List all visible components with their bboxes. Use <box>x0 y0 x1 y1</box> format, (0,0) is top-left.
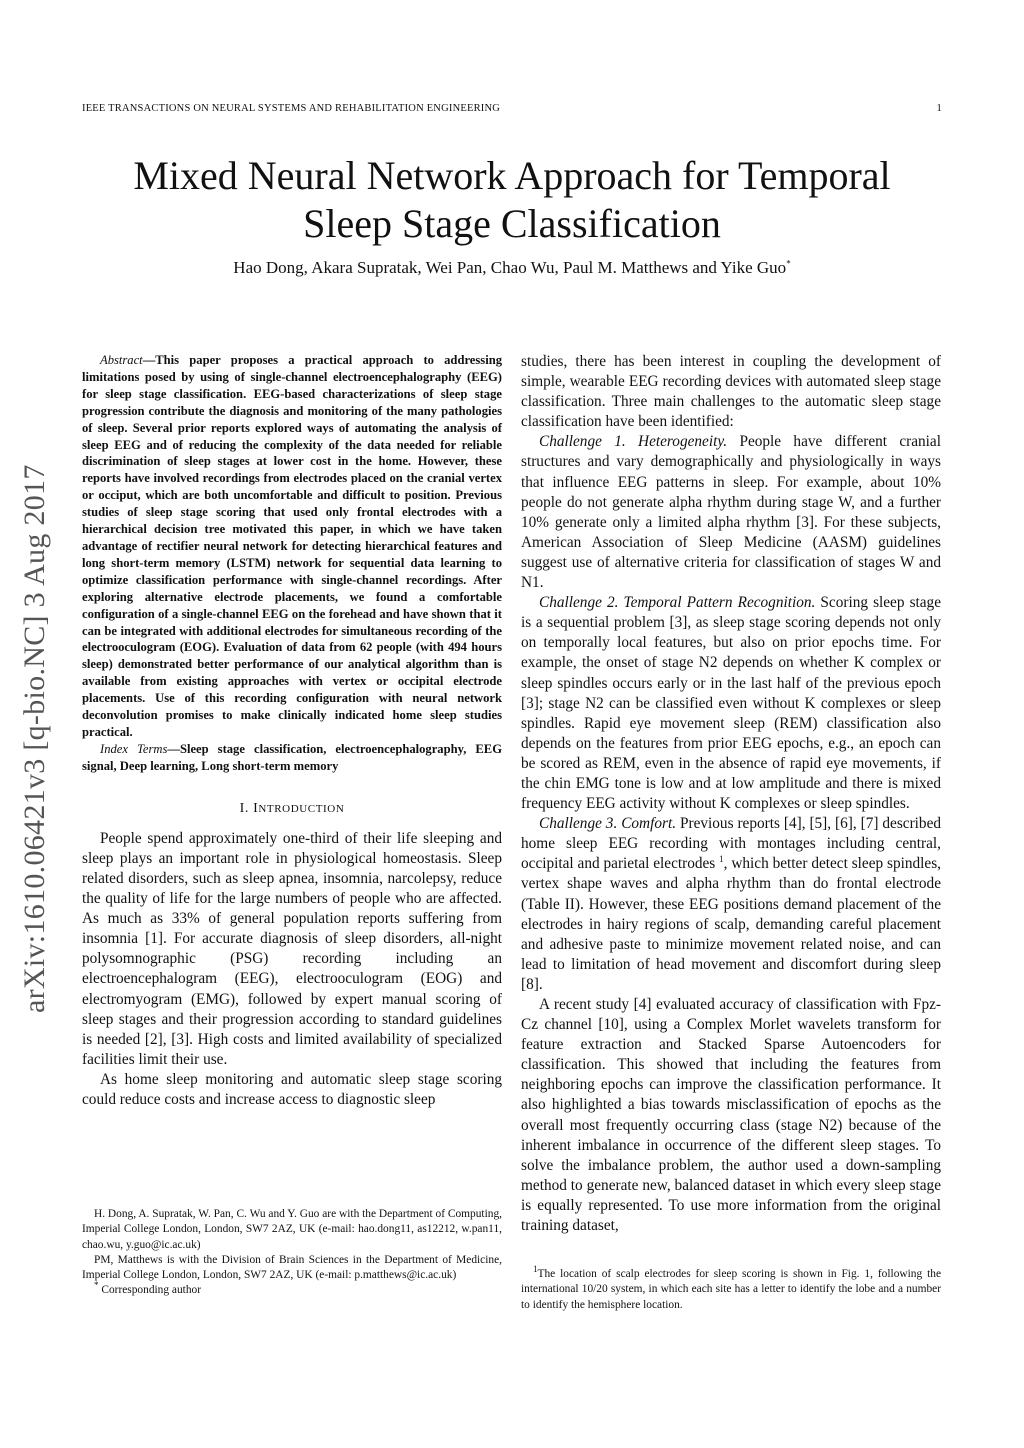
intro-paragraph-1: People spend approximately one-third of their life sleeping and sleep plays an important role in physiological homeostasis. Sleep related disorders, such as sleep apnea, insomnia, narcolepsy, reduce the quality of life for the large numbers of people who are affected. As much as 33% of general population reports suffering from insomnia [1]. For accurate diagnosis of sleep disorders, all-night polysomnographic (PSG) recording including an electroencephalogram (EEG), electrooculogram (EOG) and electromyogram (EMG), followed by expert manual scoring of sleep stages and their progression according to standard guidelines is needed [2], [3]. High costs and limited availability of specialized facilities limit their use. <box>82 829 502 1068</box>
affiliation-footnote-2: PM, Matthews is with the Division of Brain Sciences in the Department of Medicine, Imperial College London, London, SW7 2AZ, UK (e-mail: p.matthews@ic.ac.uk) <box>82 1253 502 1282</box>
challenge-2-paragraph <box>521 593 941 814</box>
journal-name: IEEE TRANSACTIONS ON NEURAL SYSTEMS AND REHABILITATION ENGINEERING <box>82 103 501 114</box>
footnote-star: * <box>94 1280 99 1291</box>
running-header <box>82 103 942 114</box>
challenge-1-label: Challenge 1. Heterogeneity. <box>539 433 728 451</box>
challenge-1-paragraph <box>521 432 941 593</box>
section-numeral: I. <box>239 800 254 816</box>
abstract-lead: Abstract <box>100 353 143 367</box>
section-first-letter: I <box>253 800 259 816</box>
electrode-footnote-paragraph <box>521 1264 941 1313</box>
corresponding-author-mark: * <box>786 258 791 269</box>
challenge-2-label: Challenge 2. Temporal Pattern Recognition. <box>539 594 816 612</box>
abstract-text: This paper proposes a practical approach to addressing limitations posed by using of single-channel electroencephalography (EEG) for sleep stage classification. EEG-based characterizations of sleep stage progression contribute the diagnosis and monitoring of the many pathologies of sleep. Several prior reports explored ways of automating the analysis of sleep EEG and of reducing the complexity of the data needed for reliable discrimination of sleep stages at lower cost in the home. However, these reports have involved recordings from electrodes placed on the cranial vertex or occiput, which are both uncomfortable and difficult to position. Previous studies of sleep stage scoring that used only frontal electrodes with a hierarchical decision tree motivated this paper, in which we have taken advantage of rectifier neural network for detecting hierarchical features and long short-term memory (LSTM) network for sequential data learning to optimize classification performance with single-channel recordings. After exploring alternative electrode placements, we found a comfortable configuration of a single-channel EEG on the forehead and have shown that it can be integrated with additional electrodes for simultaneous recording of the electrooculogram (EOG). Evaluation of data from 62 people (with 494 hours sleep) demonstrated better performance of our analytical algorithm than is available from existing approaches with vertex or occipital electrode placements. Use of this recording configuration with neural network deconvolution promises to make clinically indicated home sleep studies practical. <box>82 353 502 739</box>
page-number: 1 <box>936 103 942 114</box>
recent-study-paragraph: A recent study [4] evaluated accuracy of classification with Fpz-Cz channel [10], using a Complex Morlet wavelets transform for feature extraction and Stacked Sparse Autoencoders for classification. This showed that including the features from neighboring epochs can improve the classification performance. It also highlighted a bias towards misclassification of epochs as the overall most frequently occurring class (stage N2) because of the inherent imbalance in occurrence of the different sleep stages. To solve the imbalance problem, the author used a down-sampling method to generate new, balanced dataset in which every sleep stage is equally represented. To use more information from the original training dataset, <box>521 996 941 1235</box>
affiliation-footnote-3 <box>82 1280 502 1298</box>
abstract <box>82 352 502 741</box>
left-column <box>82 352 502 1110</box>
index-terms <box>82 741 502 775</box>
title-line-2: Sleep Stage Classification <box>303 201 721 246</box>
electrode-footnote <box>521 1264 941 1313</box>
challenge-3-paragraph <box>521 814 941 995</box>
title-line-1: Mixed Neural Network Approach for Temporal <box>133 153 891 198</box>
challenge-3-text-b: , which better detect sleep spindles, vertex shape waves and alpha rhythm than do frontal electrode (Table II). However, these EEG positions demand placement of the electrodes in hairy regions of scalp, demanding careful placement and adhesive paste to minimize movement related noise, and can lead to limitation of head movement and discomfort during sleep [8]. <box>521 855 941 993</box>
author-list <box>82 258 942 278</box>
section-heading-introduction <box>82 799 502 819</box>
section-title-rest: NTRODUCTION <box>258 802 345 815</box>
authors-text: Hao Dong, Akara Supratak, Wei Pan, Chao Wu, Paul M. Matthews and Yike Guo <box>233 258 787 277</box>
challenge-3-text-a: Previous reports [4], [5], [6], [7] described home sleep EEG recording with montages including central, occipital and parietal electrodes <box>521 815 942 873</box>
affiliation-footnotes <box>82 1207 502 1299</box>
challenge-2-text: Scoring sleep stage is a sequential problem [3], as sleep stage scoring depends not only on temporally local features, but also on prior epochs time. For example, the onset of stage N2 depends on whether K complex or sleep spindles occurs early or in the last half of the previous epoch [3]; stage N2 can be classified even without K complexes or sleep spindles. Rapid eye movement sleep (REM) classification also depends on the features from prior EEG epochs, e.g., an epoch can be scored as REM, even in the absence of rapid eye movements, if the chin EMG tone is low and at low amplitude and there is mixed frequency EEG activity without K complexes or sleep spindles. <box>521 594 941 813</box>
index-terms-lead: Index Terms <box>100 741 168 756</box>
paper-title <box>82 152 942 248</box>
electrode-footnote-mark: 1 <box>533 1264 538 1275</box>
footnote-ref-1: 1 <box>719 854 724 865</box>
arxiv-identifier-stamp: arXiv:1610.06421v3 [q-bio.NC] 3 Aug 2017 <box>18 464 51 1013</box>
challenge-1-text: People have different cranial structures and vary demographically and physiologically in ways that influence EEG patterns in sleep. For example, about 10% people do not generate alpha rhythm during stage W, and a further 10% generate only a limited alpha rhythm [3]. For these subjects, American Association of Sleep Medicine (AASM) guidelines suggest use of alternative criteria for classification of stages W and N1. <box>521 433 941 592</box>
abstract-dash: — <box>142 353 156 367</box>
affiliation-footnote-1: H. Dong, A. Supratak, W. Pan, C. Wu and Y. Guo are with the Department of Computing, Imperial College London, London, SW7 2AZ, UK (e-mail: hao.dong11, as12212, w.pan11, chao.wu, y.guo@ic.ac.uk) <box>82 1208 502 1251</box>
right-column <box>521 352 941 1236</box>
index-terms-text: Sleep stage classification, electroencephalography, EEG signal, Deep learning, Long short-term memory <box>82 741 502 773</box>
intro-continuation: studies, there has been interest in coupling the development of simple, wearable EEG recording devices with automated sleep stage classification. Three main challenges to the automatic sleep stage classification have been identified: <box>521 353 941 431</box>
challenge-3-label: Challenge 3. Comfort. <box>539 815 677 833</box>
corresponding-author-note: Corresponding author <box>101 1284 202 1297</box>
intro-paragraph-2: As home sleep monitoring and automatic sleep stage scoring could reduce costs and increase access to diagnostic sleep <box>82 1070 502 1108</box>
index-terms-dash: — <box>167 741 180 756</box>
electrode-footnote-text: The location of scalp electrodes for sleep scoring is shown in Fig. 1, following the international 10/20 system, in which each site has a letter to identify the lobe and a number to identify the hemisphere location. <box>521 1268 941 1311</box>
